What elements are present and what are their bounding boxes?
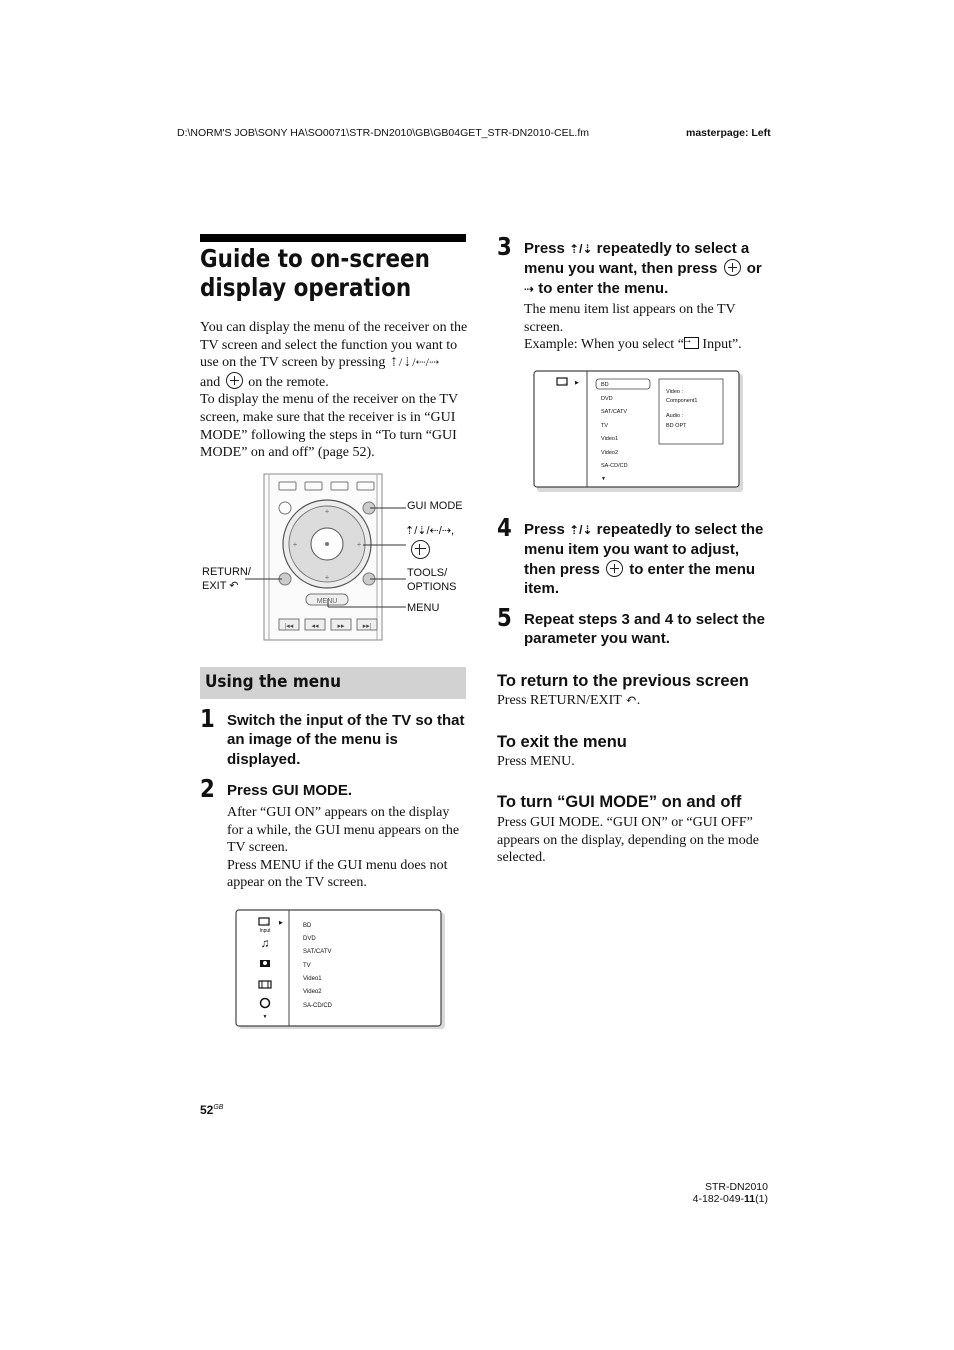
svg-text:+: +	[324, 507, 330, 516]
footer-model: STR-DN2010	[704, 1181, 768, 1193]
step-3-body-2	[524, 336, 769, 354]
step-1-title: Switch the input of the TV so that an image of the menu is displayed.	[227, 712, 465, 768]
step-3-body-2a: Example: When you select “	[524, 337, 684, 353]
subsection-return-heading: To return to the previous screen	[497, 672, 749, 690]
screen1-item: TV	[303, 963, 311, 969]
remote-callout-lines	[240, 495, 410, 620]
step-3-title-d: to enter the menu.	[534, 279, 669, 297]
svg-text:|◂◂: |◂◂	[284, 622, 294, 630]
intro-p1-start: You can display the menu of the receiver on the TV screen and select the function you want to use on the TV screen by pressing	[200, 320, 468, 371]
page-number-value: 52	[200, 1103, 214, 1117]
screen2-item: Video2	[601, 450, 619, 456]
remote-menu-button: MENU	[316, 598, 338, 605]
up-down-arrow-icon: ⇡/⇣	[569, 523, 593, 537]
screen1-item: Video2	[303, 989, 322, 995]
screen2-detail-video-value: Component1	[666, 398, 698, 404]
step-1-number: 1	[200, 704, 215, 733]
svg-text:◂◂: ◂◂	[311, 622, 319, 630]
remote-label-return-exit	[202, 566, 251, 593]
svg-text:→: →	[265, 920, 271, 926]
screen1-item: SA-CD/CD	[303, 1003, 333, 1009]
svg-text:+: +	[292, 540, 298, 549]
screen2-item: BD	[601, 382, 609, 388]
title-rule	[200, 234, 466, 242]
screen2-item: Video1	[601, 436, 619, 442]
svg-text:+: +	[324, 573, 330, 582]
screen1-input-label: Input	[259, 928, 271, 934]
section-title: Using the menu	[205, 672, 341, 692]
step-4-title-a: Press	[524, 521, 570, 538]
enter-button-icon	[226, 372, 243, 389]
input-icon	[684, 337, 699, 349]
intro-p1-end: on the remote.	[244, 374, 329, 390]
step-3-number: 3	[497, 232, 512, 261]
subsection-gui-mode-body: Press GUI MODE. “GUI ON” or “GUI OFF” appears on the display, depending on the mode selected.	[497, 815, 759, 866]
screen2-item: TV	[601, 423, 609, 429]
svg-text:▸▸|: ▸▸|	[362, 622, 372, 630]
svg-text:▶: ▶	[575, 381, 579, 386]
arrow-keys-icon: ⇡/⇣/⇠/⇢	[388, 355, 440, 370]
intro-text	[200, 319, 468, 462]
footer-code-c: (1)	[755, 1193, 768, 1205]
intro-paragraph-1	[200, 319, 468, 391]
step-3-title-b: repeatedly to select a menu you want, then press	[524, 240, 750, 278]
tools-label-line1: TOOLS/	[407, 567, 448, 579]
remote-label-menu: MENU	[407, 602, 440, 614]
page-title	[200, 244, 432, 302]
step-2-body-2: Press MENU if the GUI menu does not appear on the TV screen.	[227, 857, 448, 891]
step-3-body-1: The menu item list appears on the TV screen.	[524, 302, 736, 335]
return-label-line1: RETURN/	[202, 566, 251, 578]
step-3-body-2b: Input”.	[698, 337, 742, 353]
subsection-exit-body: Press MENU.	[497, 754, 575, 769]
screen2-item: SAT/CATV	[601, 409, 628, 415]
remote-label-tools-options	[407, 567, 457, 594]
step-2-title: Press GUI MODE.	[227, 782, 353, 799]
right-arrow-icon: ⇢	[524, 281, 535, 296]
header-masterpage: masterpage: Left	[686, 127, 771, 139]
svg-text:→: →	[563, 380, 569, 386]
screen1-item: DVD	[303, 936, 316, 942]
subsection-exit-heading: To exit the menu	[497, 733, 627, 751]
remote-label-gui-mode: GUI MODE	[407, 500, 463, 512]
enter-button-icon	[724, 259, 741, 276]
remote-label-arrows: ⇡/⇣/⇠/⇢,	[405, 525, 455, 537]
screen2-detail-video: Video :	[666, 389, 684, 395]
step-2-body-1: After “GUI ON” appears on the display for a while, the GUI menu appears on the TV screen.	[227, 805, 460, 856]
step-3-title-a: Press	[524, 240, 570, 257]
step-2-number: 2	[200, 774, 215, 803]
screen2-item: SA-CD/CD	[601, 463, 628, 469]
screen1-item: BD	[303, 923, 312, 929]
page-number-suffix: GB	[213, 1104, 224, 1111]
remote-enter-button-icon	[409, 540, 432, 561]
page-number	[200, 1103, 223, 1117]
svg-text:▼: ▼	[601, 477, 606, 482]
footer-code	[693, 1193, 768, 1205]
step-4-title-b: repeatedly to select the menu item you want to adjust, then press	[524, 521, 764, 578]
gui-menu-screen	[235, 909, 445, 1029]
page-title-line1: Guide to on-screen	[200, 244, 430, 273]
step-2-body	[227, 804, 467, 892]
svg-text:♫: ♫	[260, 936, 270, 950]
step-3-title	[524, 239, 769, 299]
enter-button-icon	[606, 560, 623, 577]
intro-and: and	[200, 374, 224, 390]
input-menu-screen	[533, 370, 743, 492]
subsection-return-body: Press RETURN/EXIT ↶.	[497, 693, 641, 708]
intro-paragraph-2: To display the menu of the receiver on the TV screen, make sure that the receiver is in “GUI MODE” following the steps in “To turn “GUI MODE” on and off” (page 52).	[200, 392, 458, 461]
screen1-item: SAT/CATV	[303, 949, 332, 955]
subsection-gui-mode-heading: To turn “GUI MODE” on and off	[497, 793, 742, 811]
screen1-item: Video1	[303, 976, 322, 982]
screen2-detail-audio: Audio :	[666, 413, 684, 419]
step-5-title: Repeat steps 3 and 4 to select the parameter you want.	[524, 611, 765, 648]
step-4-title	[524, 520, 769, 598]
svg-text:▼: ▼	[262, 1015, 268, 1020]
return-label-line2: EXIT ↶	[202, 579, 239, 592]
step-3-body	[524, 301, 769, 354]
footer-code-a: 4-182-049-	[692, 1193, 745, 1205]
svg-text:▸▸: ▸▸	[337, 622, 345, 630]
screen2-item: DVD	[601, 396, 613, 402]
step-4-number: 4	[497, 513, 512, 542]
step-3-title-c: or	[742, 260, 762, 278]
svg-text:+: +	[356, 540, 362, 549]
svg-text:▶: ▶	[279, 921, 283, 926]
tools-label-line2: OPTIONS	[407, 580, 457, 593]
footer-code-b: 11	[744, 1193, 756, 1205]
step-5-number: 5	[497, 603, 512, 632]
page-title-line2: display operation	[200, 273, 412, 302]
screen2-detail-audio-value: BD OPT	[666, 423, 687, 429]
header-file-path: D:\NORM'S JOB\SONY HA\SO0071\STR-DN2010\GB\GB04GET_STR-DN2010-CEL.fm	[177, 127, 590, 139]
step-4-title-c: to enter the menu item.	[524, 560, 756, 597]
up-down-arrow-icon: ⇡/⇣	[569, 242, 593, 256]
